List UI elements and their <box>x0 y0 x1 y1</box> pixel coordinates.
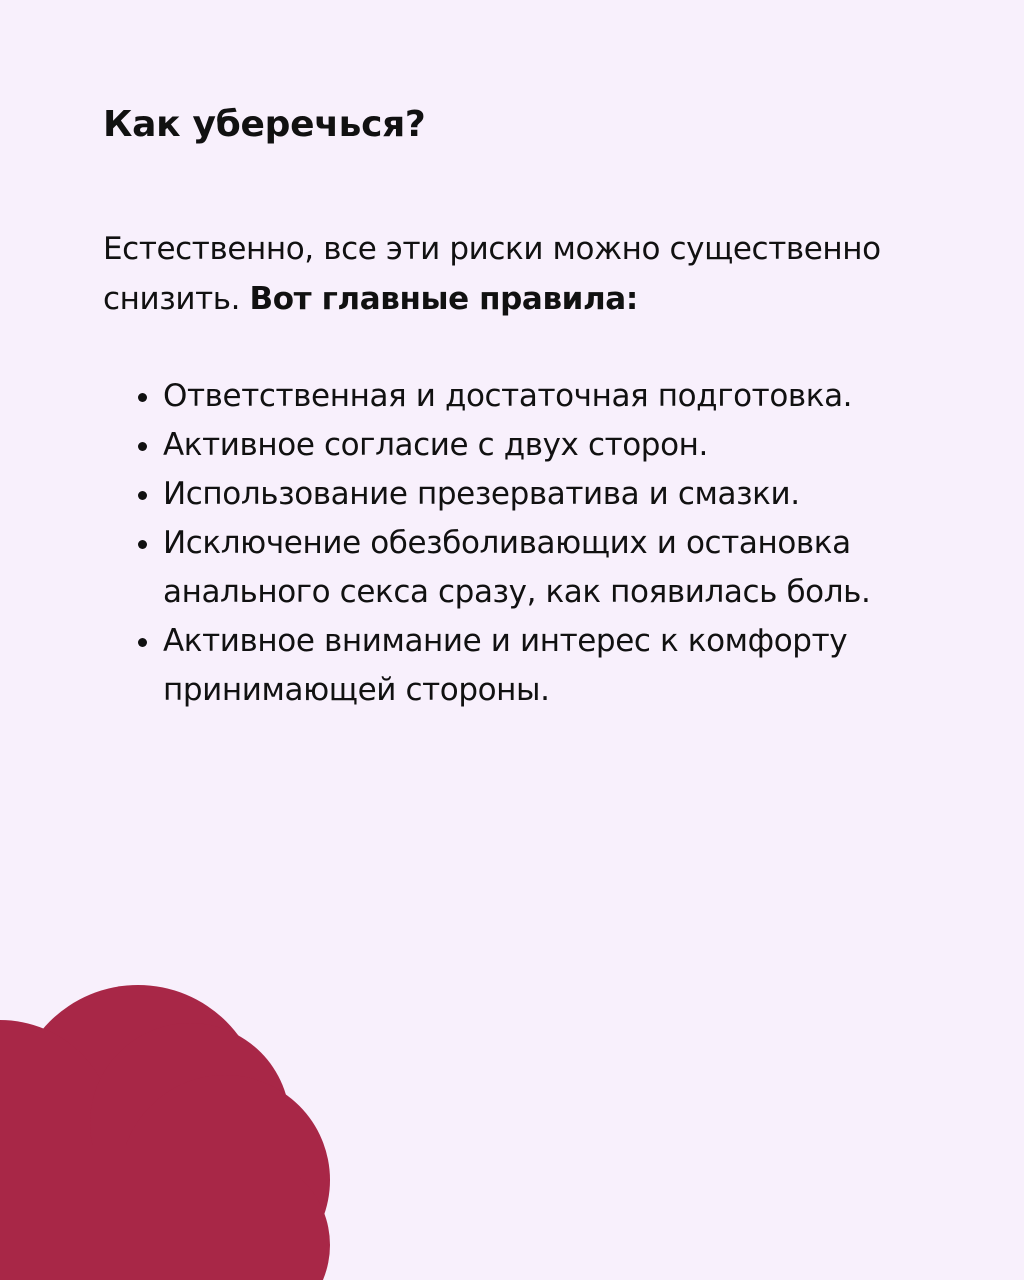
list-item-text: Исключение обезболивающих и остановка анального секса сразу, как появилась боль. <box>163 525 871 610</box>
list-item <box>133 519 953 617</box>
page-title: Как уберечься? <box>103 104 426 145</box>
list-item <box>133 470 953 519</box>
flower-decoration-icon <box>0 985 330 1280</box>
list-item-text: Использование презерватива и смазки. <box>163 476 800 512</box>
list-item-text: Активное согласие с двух сторон. <box>163 427 708 463</box>
bullet-icon <box>138 393 147 402</box>
list-item-text: Активное внимание и интерес к комфорту принимающей стороны. <box>163 623 848 708</box>
bullet-icon <box>138 540 147 549</box>
intro-paragraph <box>103 224 963 324</box>
intro-bold-text: Вот главные правила: <box>249 281 638 317</box>
bullet-icon <box>138 638 147 647</box>
flower-shape <box>0 985 330 1280</box>
list-item <box>133 421 953 470</box>
bullet-icon <box>138 491 147 500</box>
intro-text: Естественно, все эти риски можно существенно снизить. <box>103 231 881 317</box>
bullet-icon <box>138 442 147 451</box>
list-item-text: Ответственная и достаточная подготовка. <box>163 378 853 414</box>
rules-list <box>133 372 953 715</box>
list-item <box>133 617 953 715</box>
list-item <box>133 372 953 421</box>
